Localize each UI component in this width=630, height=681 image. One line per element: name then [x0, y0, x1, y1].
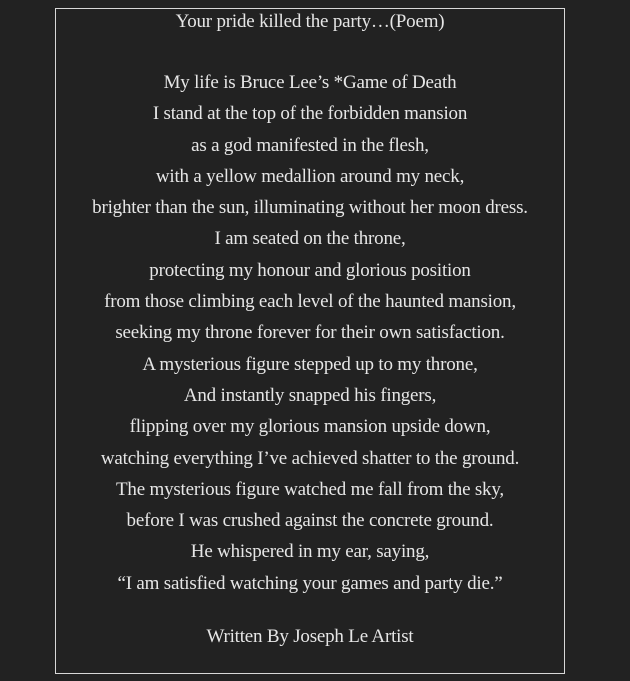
poem-line: as a god manifested in the flesh, — [191, 134, 429, 156]
poem-author: Written By Joseph Le Artist — [206, 626, 414, 647]
poem-line: I stand at the top of the forbidden mansion — [152, 103, 468, 125]
poem-line: “I am satisfied watching your games and party die.” — [117, 572, 503, 594]
poem-line: And instantly snapped his fingers, — [183, 384, 437, 406]
poem-line: He whispered in my ear, saying, — [190, 541, 430, 563]
poem-body — [55, 67, 565, 599]
poem-line: My life is Bruce Lee’s *Game of Death — [163, 72, 457, 93]
poem-line: flipping over my glorious mansion upside down, — [129, 416, 491, 438]
poem-line: brighter than the sun, illuminating without her moon dress. — [92, 197, 528, 219]
poem-line: with a yellow medallion around my neck, — [155, 165, 465, 187]
poem-line: watching everything I’ve achieved shatter to the ground. — [100, 447, 520, 469]
poem-line: before I was crushed against the concrete ground. — [126, 510, 494, 532]
poem-line: from those climbing each level of the haunted mansion, — [104, 291, 516, 313]
poem-line: The mysterious figure watched me fall from the sky, — [116, 478, 504, 500]
poem-line: seeking my throne forever for their own satisfaction. — [115, 322, 505, 344]
poem-line: I am seated on the throne, — [214, 228, 406, 250]
poem-line: protecting my honour and glorious position — [149, 259, 471, 281]
poem-line: A mysterious figure stepped up to my throne, — [142, 353, 478, 375]
poem-title: Your pride killed the party…(Poem) — [175, 11, 445, 32]
